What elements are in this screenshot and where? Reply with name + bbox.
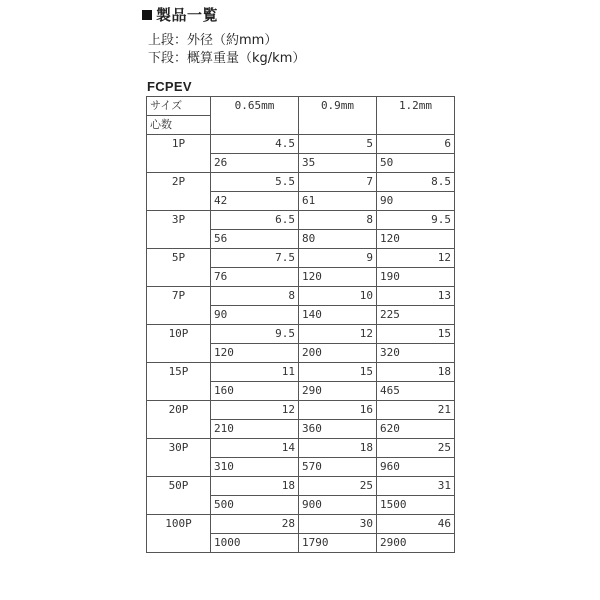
- outer-diameter-cell: 9.5: [211, 325, 299, 344]
- outer-diameter-cell: 21: [377, 401, 455, 420]
- note-upper-row: 上段：外径（約mm）: [148, 33, 278, 48]
- outer-diameter-cell: 5.5: [211, 173, 299, 192]
- core-count-cell: 10P: [147, 325, 211, 363]
- weight-cell: 570: [299, 458, 377, 477]
- weight-cell: 900: [299, 496, 377, 515]
- weight-cell: 160: [211, 382, 299, 401]
- outer-diameter-cell: 12: [377, 249, 455, 268]
- outer-diameter-cell: 10: [299, 287, 377, 306]
- core-count-cell: 20P: [147, 401, 211, 439]
- core-count-cell: 100P: [147, 515, 211, 553]
- outer-diameter-cell: 15: [299, 363, 377, 382]
- table-row: [147, 287, 455, 306]
- outer-diameter-cell: 18: [299, 439, 377, 458]
- outer-diameter-cell: 14: [211, 439, 299, 458]
- table-row: [147, 363, 455, 382]
- weight-cell: 35: [299, 154, 377, 173]
- core-count-cell: 1P: [147, 135, 211, 173]
- weight-cell: 360: [299, 420, 377, 439]
- weight-cell: 90: [377, 192, 455, 211]
- outer-diameter-cell: 16: [299, 401, 377, 420]
- section-heading: [142, 4, 218, 25]
- header-size-label: サイズ: [147, 97, 211, 116]
- outer-diameter-cell: 7.5: [211, 249, 299, 268]
- weight-cell: 200: [299, 344, 377, 363]
- weight-cell: 320: [377, 344, 455, 363]
- outer-diameter-cell: 46: [377, 515, 455, 534]
- weight-cell: 960: [377, 458, 455, 477]
- weight-cell: 61: [299, 192, 377, 211]
- core-count-cell: 50P: [147, 477, 211, 515]
- outer-diameter-cell: 5: [299, 135, 377, 154]
- core-count-cell: 7P: [147, 287, 211, 325]
- outer-diameter-cell: 6.5: [211, 211, 299, 230]
- weight-cell: 620: [377, 420, 455, 439]
- weight-cell: 210: [211, 420, 299, 439]
- table-row: [147, 135, 455, 154]
- table-title: FCPEV: [147, 79, 192, 94]
- outer-diameter-cell: 11: [211, 363, 299, 382]
- note-lower-row: 下段：概算重量（kg/km）: [148, 51, 306, 66]
- weight-cell: 120: [377, 230, 455, 249]
- table-row: [147, 211, 455, 230]
- section-heading-text: 製品一覧: [156, 6, 219, 24]
- outer-diameter-cell: 7: [299, 173, 377, 192]
- header-col-1: 0.9mm: [299, 97, 377, 135]
- weight-cell: 290: [299, 382, 377, 401]
- outer-diameter-cell: 9.5: [377, 211, 455, 230]
- outer-diameter-cell: 25: [299, 477, 377, 496]
- core-count-cell: 2P: [147, 173, 211, 211]
- weight-cell: 76: [211, 268, 299, 287]
- outer-diameter-cell: 28: [211, 515, 299, 534]
- weight-cell: 2900: [377, 534, 455, 553]
- header-row: [147, 97, 455, 116]
- outer-diameter-cell: 6: [377, 135, 455, 154]
- weight-cell: 56: [211, 230, 299, 249]
- weight-cell: 500: [211, 496, 299, 515]
- weight-cell: 225: [377, 306, 455, 325]
- outer-diameter-cell: 18: [211, 477, 299, 496]
- header-core-label: 心数: [147, 116, 211, 135]
- weight-cell: 120: [211, 344, 299, 363]
- header-col-2: 1.2mm: [377, 97, 455, 135]
- weight-cell: 1000: [211, 534, 299, 553]
- table-row: [147, 477, 455, 496]
- weight-cell: 50: [377, 154, 455, 173]
- core-count-cell: 3P: [147, 211, 211, 249]
- weight-cell: 190: [377, 268, 455, 287]
- outer-diameter-cell: 13: [377, 287, 455, 306]
- table-row: [147, 325, 455, 344]
- outer-diameter-cell: 8: [299, 211, 377, 230]
- table-row: [147, 439, 455, 458]
- core-count-cell: 30P: [147, 439, 211, 477]
- core-count-cell: 5P: [147, 249, 211, 287]
- weight-cell: 26: [211, 154, 299, 173]
- weight-cell: 120: [299, 268, 377, 287]
- spec-table-body: [147, 97, 455, 553]
- outer-diameter-cell: 15: [377, 325, 455, 344]
- outer-diameter-cell: 12: [211, 401, 299, 420]
- outer-diameter-cell: 8.5: [377, 173, 455, 192]
- weight-cell: 80: [299, 230, 377, 249]
- table-row: [147, 173, 455, 192]
- header-col-0: 0.65mm: [211, 97, 299, 135]
- spec-table: [146, 96, 455, 553]
- weight-cell: 42: [211, 192, 299, 211]
- weight-cell: 1790: [299, 534, 377, 553]
- square-bullet-icon: [142, 10, 152, 20]
- core-count-cell: 15P: [147, 363, 211, 401]
- weight-cell: 465: [377, 382, 455, 401]
- table-row: [147, 249, 455, 268]
- outer-diameter-cell: 8: [211, 287, 299, 306]
- outer-diameter-cell: 25: [377, 439, 455, 458]
- outer-diameter-cell: 9: [299, 249, 377, 268]
- weight-cell: 90: [211, 306, 299, 325]
- outer-diameter-cell: 18: [377, 363, 455, 382]
- weight-cell: 140: [299, 306, 377, 325]
- table-row: [147, 515, 455, 534]
- table-row: [147, 401, 455, 420]
- outer-diameter-cell: 4.5: [211, 135, 299, 154]
- outer-diameter-cell: 12: [299, 325, 377, 344]
- weight-cell: 1500: [377, 496, 455, 515]
- outer-diameter-cell: 31: [377, 477, 455, 496]
- weight-cell: 310: [211, 458, 299, 477]
- outer-diameter-cell: 30: [299, 515, 377, 534]
